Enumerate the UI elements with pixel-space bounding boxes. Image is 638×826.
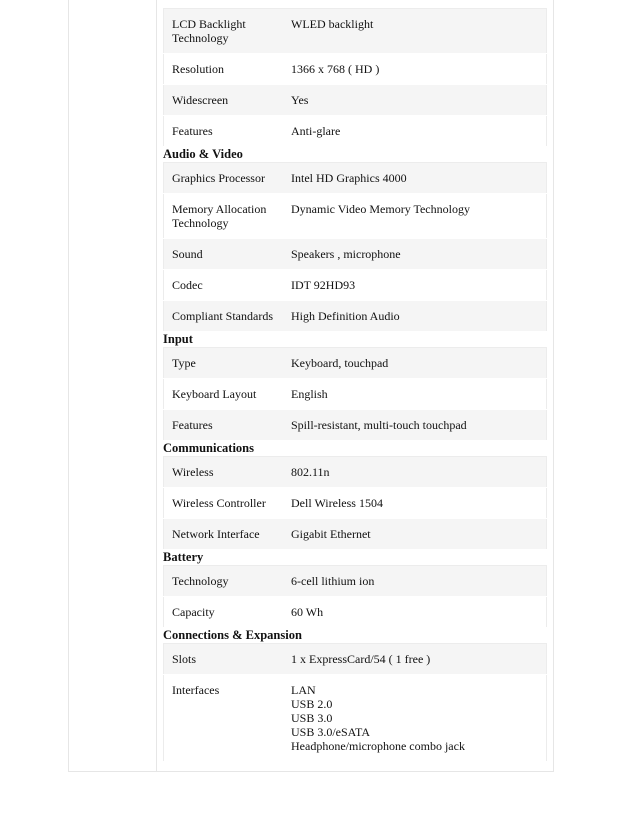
spec-key: Capacity (164, 597, 284, 628)
spec-key: Type (164, 348, 284, 379)
table-row (164, 301, 547, 332)
spec-key: Slots (164, 644, 284, 675)
spec-value: Spill-resistant, multi-touch touchpad (283, 410, 547, 441)
spec-value: 60 Wh (283, 597, 547, 628)
spec-key: Technology (164, 566, 284, 597)
spec-key: Codec (164, 270, 284, 301)
spec-value: Yes (283, 85, 547, 116)
spec-value: 1 x ExpressCard/54 ( 1 free ) (283, 644, 547, 675)
table-row (164, 270, 547, 301)
spec-content (163, 8, 547, 763)
spec-value: 6-cell lithium ion (283, 566, 547, 597)
spec-table-input (163, 347, 547, 441)
table-row (164, 116, 547, 147)
spec-value: Dell Wireless 1504 (283, 488, 547, 519)
spec-value: Gigabit Ethernet (283, 519, 547, 550)
spec-value: High Definition Audio (283, 301, 547, 332)
interface-item: USB 2.0 (291, 697, 333, 711)
interface-item: USB 3.0/eSATA (291, 725, 371, 739)
section-title-audio-video: Audio & Video (163, 147, 243, 161)
spec-key: Keyboard Layout (164, 379, 284, 410)
table-row (164, 519, 547, 550)
interface-item: LAN (291, 683, 316, 697)
spec-value: IDT 92HD93 (283, 270, 547, 301)
spec-value: Intel HD Graphics 4000 (283, 163, 547, 194)
spec-table-communications (163, 456, 547, 550)
spec-key: Wireless Controller (164, 488, 284, 519)
spec-key: Sound (164, 239, 284, 270)
spec-key: Network Interface (164, 519, 284, 550)
table-row (164, 239, 547, 270)
table-row (164, 194, 547, 239)
table-row (164, 379, 547, 410)
table-row (164, 675, 547, 762)
spec-value: WLED backlight (283, 9, 547, 54)
spec-value: 802.11n (283, 457, 547, 488)
spec-key: Widescreen (164, 85, 284, 116)
spec-value: 1366 x 768 ( HD ) (283, 54, 547, 85)
spec-key: Features (164, 116, 284, 147)
spec-value: Dynamic Video Memory Technology (283, 194, 547, 239)
spec-table-display (163, 8, 547, 147)
table-row (164, 597, 547, 628)
spec-key: Graphics Processor (164, 163, 284, 194)
table-row (164, 9, 547, 54)
table-row (164, 457, 547, 488)
table-row (164, 644, 547, 675)
spec-key: Resolution (164, 54, 284, 85)
table-row (164, 85, 547, 116)
table-row (164, 348, 547, 379)
spec-key: LCD Backlight Technology (164, 9, 284, 54)
table-row (164, 566, 547, 597)
table-row (164, 488, 547, 519)
spec-table-audio-video (163, 162, 547, 332)
spec-value: Anti-glare (283, 116, 547, 147)
interface-item: USB 3.0 (291, 711, 333, 725)
spec-table-battery (163, 565, 547, 628)
section-title-input: Input (163, 332, 193, 346)
spec-key: Compliant Standards (164, 301, 284, 332)
spec-key: Memory Allocation Technology (164, 194, 284, 239)
spec-value: English (283, 379, 547, 410)
table-row (164, 163, 547, 194)
spec-key: Features (164, 410, 284, 441)
section-title-communications: Communications (163, 441, 254, 455)
section-title-battery: Battery (163, 550, 204, 564)
spec-key: Interfaces (164, 675, 284, 762)
spec-key: Wireless (164, 457, 284, 488)
interface-item: Headphone/microphone combo jack (291, 739, 465, 753)
spec-table-connections (163, 643, 547, 762)
section-title-connections-expansion: Connections & Expansion (163, 628, 302, 642)
left-margin-column (69, 0, 157, 771)
spec-value: Keyboard, touchpad (283, 348, 547, 379)
spec-value: Speakers , microphone (283, 239, 547, 270)
spec-value-interfaces (283, 675, 547, 762)
table-row (164, 54, 547, 85)
table-row (164, 410, 547, 441)
